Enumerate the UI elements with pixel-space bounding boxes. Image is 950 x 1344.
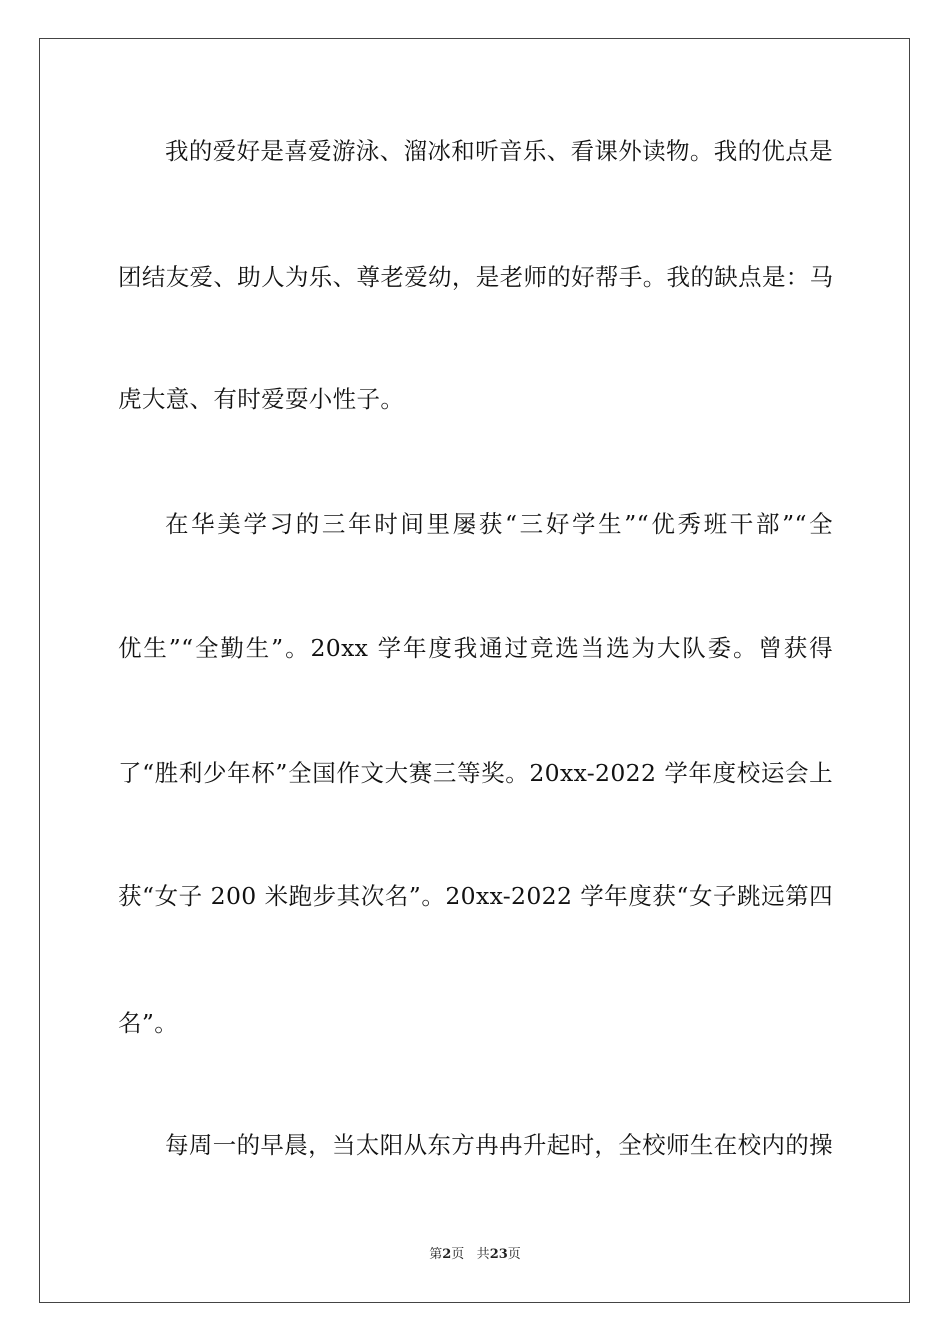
page-footer	[0, 1246, 950, 1264]
paragraph-1-line-3: 虎大意、有时爱耍小性子。	[118, 385, 405, 413]
footer-page-number: 2	[442, 1247, 452, 1262]
paragraph-3-line-1: 每周一的早晨，当太阳从东方冉冉升起时，全校师生在校内的操	[165, 1131, 833, 1159]
footer-total-prefix: 共	[476, 1247, 490, 1262]
paragraph-2-line-5: 名”。	[118, 1009, 179, 1037]
footer-page-unit: 页	[451, 1247, 465, 1262]
footer-prefix: 第	[429, 1247, 443, 1262]
paragraph-2-line-2: 优生”“全勤生”。20xx 学年度我通过竞选当选为大队委。曾获得	[118, 634, 833, 662]
page-border	[39, 38, 910, 1303]
footer-total-pages: 23	[489, 1247, 508, 1262]
footer-total-unit: 页	[507, 1247, 521, 1262]
paragraph-1-line-2: 团结友爱、助人为乐、尊老爱幼，是老师的好帮手。我的缺点是：马	[118, 263, 834, 291]
paragraph-2-line-3: 了“胜利少年杯”全国作文大赛三等奖。20xx-2022 学年度校运会上	[118, 759, 833, 787]
paragraph-2-line-1: 在华美学习的三年时间里屡获“三好学生”“优秀班干部”“全	[165, 510, 833, 538]
paragraph-2-line-4: 获“女子 200 米跑步其次名”。20xx-2022 学年度获“女子跳远第四	[118, 882, 833, 910]
paragraph-1-line-1: 我的爱好是喜爱游泳、溜冰和听音乐、看课外读物。我的优点是	[165, 137, 833, 165]
